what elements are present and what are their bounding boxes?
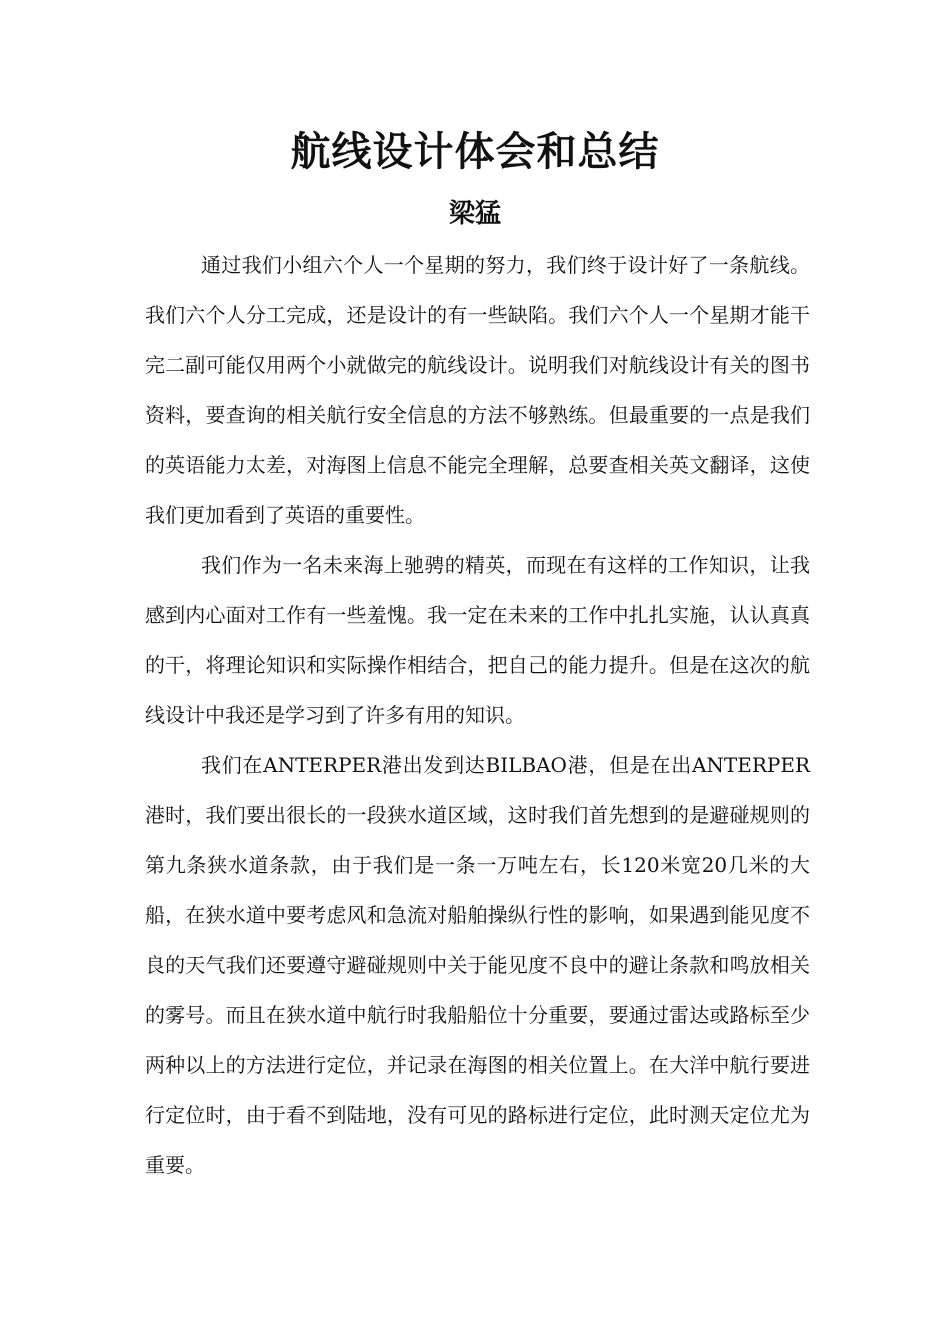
author-name: 梁猛 (448, 199, 501, 229)
document-body (145, 240, 810, 1190)
paragraph-3: 我们在ANTERPER港出发到达BILBAO港，但是在出ANTERPER港时，我们要出很长的一段狭水道区域，这时我们首先想到的是避碰规则的第九条狭水道条款，由于我们是一条一万吨左右，长120米宽20几米的大船，在狭水道中要考虑风和急流对船舶操纵行性的影响，如果遇到能见度不良的天气我们还要遵守避碰规则中关于能见度不良中的避让条款和鸣放相关的雾号。而且在狭水道中航行时我船船位十分重要，要通过雷达或路标至少两种以上的方法进行定位，并记录在海图的相关位置上。在大洋中航行要进行定位时，由于看不到陆地，没有可见的路标进行定位，此时测天定位尤为重要。 (145, 753, 810, 1177)
paragraph-2: 我们作为一名未来海上驰骋的精英，而现在有这样的工作知识，让我感到内心面对工作有一些羞愧。我一定在未来的工作中扎扎实施，认认真真的干，将理论知识和实际操作相结合，把自己的能力提升。但是在这次的航线设计中我还是学习到了许多有用的知识。 (145, 553, 810, 727)
document-title: 航线设计体会和总结 (290, 129, 660, 175)
paragraph-1: 通过我们小组六个人一个星期的努力，我们终于设计好了一条航线。我们六个人分工完成，还是设计的有一些缺陷。我们六个人一个星期才能干完二副可能仅用两个小就做完的航线设计。说明我们对航线设计有关的图书资料，要查询的相关航行安全信息的方法不够熟练。但最重要的一点是我们的英语能力太差，对海图上信息不能完全理解，总要查相关英文翻译，这使我们更加看到了英语的重要性。 (145, 253, 810, 527)
